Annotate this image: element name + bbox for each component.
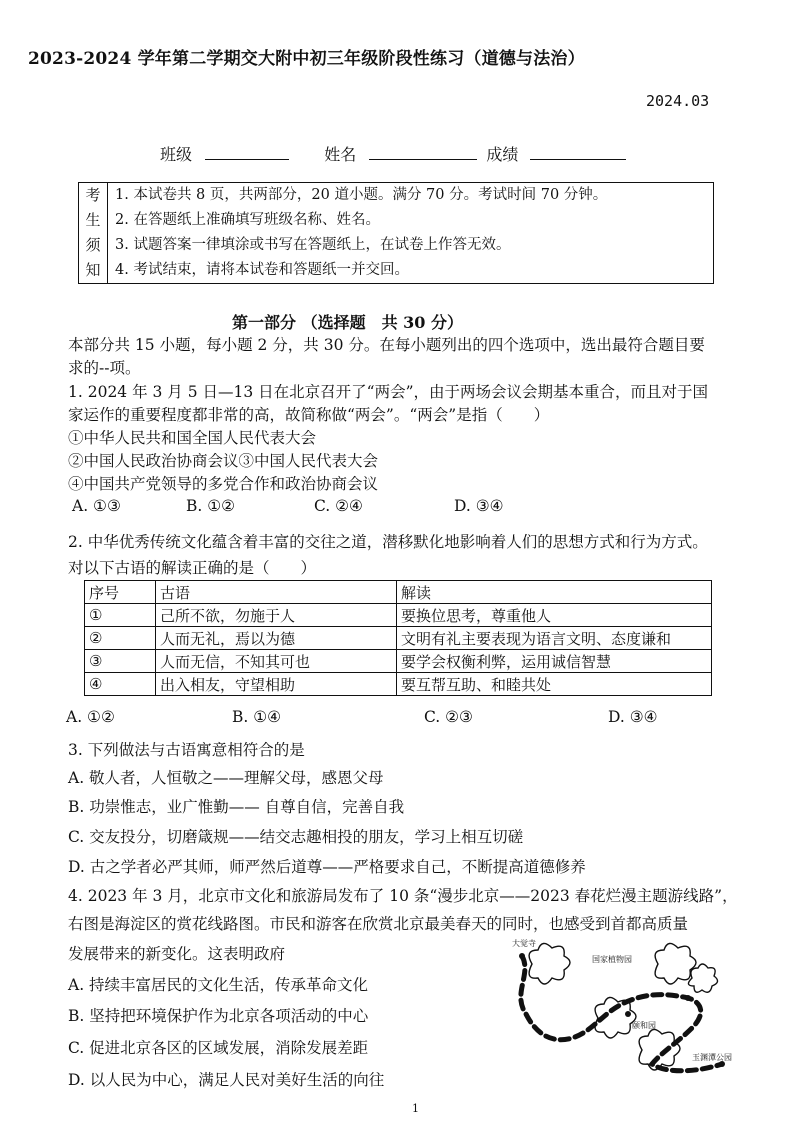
score-label: 成绩 [486, 145, 519, 164]
page-title: 2023-2024 学年第二学期交大附中初三年级阶段性练习（道德与法治） [28, 49, 585, 69]
table-row [85, 627, 712, 650]
question-3-option-a: A. 敬人者，人恒敬之——理解父母，感恩父母 [68, 769, 384, 787]
table-cell: ④ [85, 673, 156, 696]
class-label: 班级 [160, 145, 193, 164]
table-row [85, 604, 712, 627]
table-cell: 人而无信，不知其可也 [156, 650, 397, 673]
question-1-choice-a: A. ①③ [72, 497, 121, 515]
notice-item: 1. 本试卷共 8 页，共两部分，20 道小题。满分 70 分。考试时间 70 分钟。 [115, 187, 608, 203]
question-1-choice-d: D. ③④ [454, 497, 504, 515]
question-2-choice-c: C. ②③ [424, 708, 473, 726]
table-cell: 要换位思考，尊重他人 [397, 604, 712, 627]
question-3-option-c: C. 交友投分，切磨箴规——结交志趣相投的朋友，学习上相互切磋 [68, 828, 524, 846]
table-cell: ① [85, 604, 156, 627]
question-2-choice-b: B. ①④ [232, 708, 282, 726]
notice-item: 3. 试题答案一律填涂或书写在答题纸上，在试卷上作答无效。 [115, 237, 511, 253]
table-cell: 出入相友，守望相助 [156, 673, 397, 696]
question-4-stem: 4. 2023 年 3 月，北京市文化和旅游局发布了 10 条“漫步北京——2023 春花烂漫主题游线路”， [68, 887, 738, 905]
question-1-statement: ②中国人民政治协商会议③中国人民代表大会 [68, 452, 379, 470]
question-1-stem: 家运作的重要程度都非常的高，故简称做“两会”。“两会”是指（ ） [68, 406, 550, 424]
question-1-stem: 1. 2024 年 3 月 5 日—13 日在北京召开了“两会”，由于两场会议会期基本重合，而且对于国 [68, 383, 709, 401]
name-blank[interactable] [369, 143, 477, 160]
question-2-stem: 2. 中华优秀传统文化蕴含着丰富的交往之道，潜移默化地影响着人们的思想方式和行为方式。 [68, 533, 708, 551]
flower-route-map [492, 934, 748, 1084]
table-row [85, 650, 712, 673]
table-header-row [85, 581, 712, 604]
question-4-option-a: A. 持续丰富居民的文化生活，传承革命文化 [68, 976, 369, 994]
question-1-statement: ④中国共产党领导的多党合作和政治协商会议 [68, 475, 379, 493]
name-label: 姓名 [324, 145, 357, 164]
question-2-stem: 对以下古语的解读正确的是（ ） [68, 559, 317, 577]
section-heading: 第一部分 （选择题 共 30 分） [232, 313, 463, 332]
question-2-table [84, 580, 712, 696]
student-info-fields [160, 142, 626, 165]
table-header: 序号 [85, 581, 156, 604]
table-cell: 人而无礼，焉以为德 [156, 627, 397, 650]
table-cell: 文明有礼主要表现为语言文明、态度谦和 [397, 627, 712, 650]
question-1-statement: ①中华人民共和国全国人民代表大会 [68, 429, 317, 447]
section-intro: 求的--项。 [68, 359, 141, 377]
map-label: 颐和园 [632, 1021, 656, 1030]
table-cell: ③ [85, 650, 156, 673]
table-cell: 己所不欲，勿施于人 [156, 604, 397, 627]
map-label: 国家植物园 [592, 955, 632, 964]
section-intro: 本部分共 15 小题，每小题 2 分，共 30 分。在每小题列出的四个选项中，选出最符合题目要 [68, 336, 705, 354]
table-row [85, 673, 712, 696]
question-4-stem: 右图是海淀区的赏花线路图。市民和游客在欣赏北京最美春天的同时，也感受到首都高质量 [68, 915, 689, 933]
map-label: 大觉寺 [512, 939, 536, 948]
question-4-option-b: B. 坚持把环境保护作为北京各项活动的中心 [68, 1007, 369, 1025]
class-blank[interactable] [205, 143, 289, 160]
question-4-option-d: D. 以人民为中心，满足人民对美好生活的向往 [68, 1071, 385, 1089]
question-1-choice-b: B. ①② [186, 497, 236, 515]
map-label: 玉渊潭公园 [692, 1053, 732, 1062]
question-1-choice-c: C. ②④ [314, 497, 363, 515]
question-4-option-c: C. 促进北京各区的区域发展，消除发展差距 [68, 1039, 369, 1057]
page-number: 1 [412, 1102, 419, 1115]
question-3-stem: 3. 下列做法与古语寓意相符合的是 [68, 741, 305, 759]
question-4-stem: 发展带来的新变化。这表明政府 [68, 945, 286, 963]
question-2-choice-d: D. ③④ [608, 708, 658, 726]
notice-item: 2. 在答题纸上准确填写班级名称、姓名。 [115, 212, 380, 228]
score-blank[interactable] [530, 143, 626, 160]
table-header: 解读 [397, 581, 712, 604]
table-cell: ② [85, 627, 156, 650]
notice-items [115, 183, 607, 283]
table-header: 古语 [156, 581, 397, 604]
question-3-option-d: D. 古之学者必严其师，师严然后道尊——严格要求自己，不断提高道德修养 [68, 858, 586, 876]
exam-date: 2024.03 [646, 92, 710, 110]
exam-notice-box [78, 182, 714, 284]
question-2-choice-a: A. ①② [66, 708, 115, 726]
table-cell: 要学会权衡利弊，运用诚信智慧 [397, 650, 712, 673]
table-cell: 要互帮互助、和睦共处 [397, 673, 712, 696]
notice-item: 4. 考试结束，请将本试卷和答题纸一并交回。 [115, 262, 409, 278]
question-3-option-b: B. 功崇惟志，业广惟勤—— 自尊自信，完善自我 [68, 798, 405, 816]
notice-side-label: 考 生 须 知 [79, 183, 108, 283]
